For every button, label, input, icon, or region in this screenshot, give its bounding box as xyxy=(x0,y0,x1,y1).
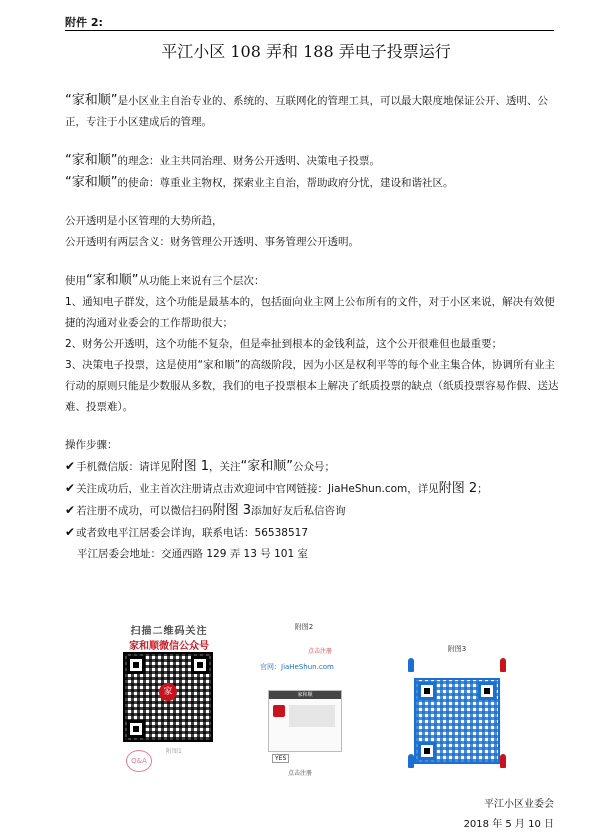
qr-finder-icon xyxy=(418,742,436,760)
click-register-tag: 点击注册 xyxy=(308,648,333,655)
step-2 xyxy=(65,478,560,500)
cartoon-mascot-icon: Q&A xyxy=(126,750,152,772)
figure-2-image xyxy=(258,622,350,778)
step-4-text: 或者致电平江居委会详询，联系电话：56538517 xyxy=(76,527,309,539)
figure-1-image xyxy=(120,622,218,774)
level-item-1: 1、通知电子群发，这个功能是最基本的，包括面向业主网上公布所有的文件，对于小区来说，解决有效便捷的沟通对业委会的工作帮助很大； xyxy=(65,296,555,329)
step-1-pre: 手机微信版：请详见 xyxy=(76,461,171,473)
checkmark-icon: ✔ xyxy=(65,459,76,473)
philosophy-line xyxy=(65,150,560,172)
checkmark-icon: ✔ xyxy=(65,525,76,539)
click-register-caption: 点击注册 xyxy=(288,770,313,777)
step-3-post: 添加好友后私信咨询 xyxy=(250,505,346,517)
levels-intro-pre: 使用 xyxy=(65,275,86,287)
brand-logo-icon: 家 xyxy=(159,683,177,701)
document-body xyxy=(65,90,560,565)
levels-intro xyxy=(65,270,560,292)
intro-paragraph xyxy=(65,90,560,133)
figure-1-label: 附图1 xyxy=(166,748,182,755)
intro-text: 是小区业主自治专业的、系统的、互联网化的管理工具，可以最大限度地保证公开、透明、公正，专注于小区建成后的管理。 xyxy=(65,95,548,128)
attachment-label: 附件 2: xyxy=(65,16,103,29)
qr-finder-icon xyxy=(191,656,209,674)
figure-1-ref: 附图 1 xyxy=(170,459,209,474)
checkmark-icon: ✔ xyxy=(65,481,76,495)
female-icon xyxy=(500,754,506,768)
qr-finder-icon xyxy=(418,682,436,700)
transparency-line-2: 公开透明有两层含义：财务管理公开透明、事务管理公开透明。 xyxy=(65,236,359,248)
brand-name: “家和顺” xyxy=(240,459,293,474)
figures-row xyxy=(0,622,612,780)
app-avatar-icon xyxy=(273,705,285,717)
figure-3-image xyxy=(402,644,512,772)
yes-button: YES xyxy=(272,754,289,763)
step-1-mid: ，关注 xyxy=(208,461,241,473)
figure-1-caption-line-2: 家和顺微信公众号 xyxy=(129,641,209,652)
personal-qr-code xyxy=(414,678,500,764)
qr-finder-icon xyxy=(127,656,145,674)
page-title: 平江小区 108 弄和 188 弄电子投票运行 xyxy=(161,42,451,61)
office-address: 平江居委会地址：交通西路 129 弄 13 号 101 室 xyxy=(77,548,308,560)
step-1 xyxy=(65,456,560,478)
official-site-label: 官网：JiaHeShun.com xyxy=(260,663,334,671)
figure-2-label: 附图2 xyxy=(294,623,314,631)
figure-3-label: 附图3 xyxy=(447,645,467,653)
figure-3-ref: 附图 3 xyxy=(212,503,251,518)
step-1-post: 公众号； xyxy=(292,461,335,473)
mission-text: 的使命：尊重业主物权，探索业主自治，帮助政府分忧，建设和谐社区。 xyxy=(117,177,454,189)
level-item-2: 2、财务公开透明，这个功能不复杂，但是牵扯到根本的金钱利益，这个公开很难但也最重要； xyxy=(65,338,503,350)
message-bubble xyxy=(289,705,335,727)
step-3 xyxy=(65,500,560,522)
signature-org: 平江小区业委会 xyxy=(484,799,554,810)
brand-name: “家和顺” xyxy=(65,153,118,168)
male-icon xyxy=(408,754,414,768)
step-4 xyxy=(65,522,560,544)
levels-intro-post: 从功能上来说有三个层次： xyxy=(138,275,265,287)
wechat-qr-code xyxy=(123,652,213,742)
level-item-3: 3、决策电子投票，这是使用“家和顺”的高级阶段，因为小区是权利平等的每个业主集合体，协调所有业主行动的原则只能是少数服从多数，我们的电子投票根本上解决了纸质投票的缺点（纸质投票容易作假、送达难、投票难）。 xyxy=(65,359,559,413)
qr-finder-icon xyxy=(127,720,145,738)
step-2-post: ； xyxy=(477,483,488,495)
female-icon xyxy=(500,658,506,672)
checkmark-icon: ✔ xyxy=(65,503,76,517)
mission-line xyxy=(65,172,560,194)
screen-title: 家和顺 xyxy=(269,691,341,699)
figure-2-ref: 附图 2 xyxy=(438,481,478,496)
header-rule xyxy=(65,30,554,31)
brand-name: “家和顺” xyxy=(65,93,118,108)
signature-date: 2018 年 5 月 10 日 xyxy=(463,819,554,830)
male-icon xyxy=(408,658,414,672)
phone-screenshot xyxy=(268,690,342,752)
step-3-pre: 若注册不成功，可以微信扫码 xyxy=(76,505,213,517)
brand-name: “家和顺” xyxy=(86,273,139,288)
qr-finder-icon xyxy=(478,682,496,700)
steps-heading: 操作步骤： xyxy=(65,439,118,451)
step-2-pre: 关注成功后，业主首次注册请点击欢迎词中官网链接：JiaHeShun.com，详见 xyxy=(76,483,439,495)
philosophy-text: 的理念：业主共同治理、财务公开透明、决策电子投票。 xyxy=(117,155,380,167)
figure-1-caption-line-1: 扫描二维码关注 xyxy=(130,626,208,637)
transparency-line-1: 公开透明是小区管理的大势所趋， xyxy=(65,215,223,227)
brand-name: “家和顺” xyxy=(65,175,118,190)
